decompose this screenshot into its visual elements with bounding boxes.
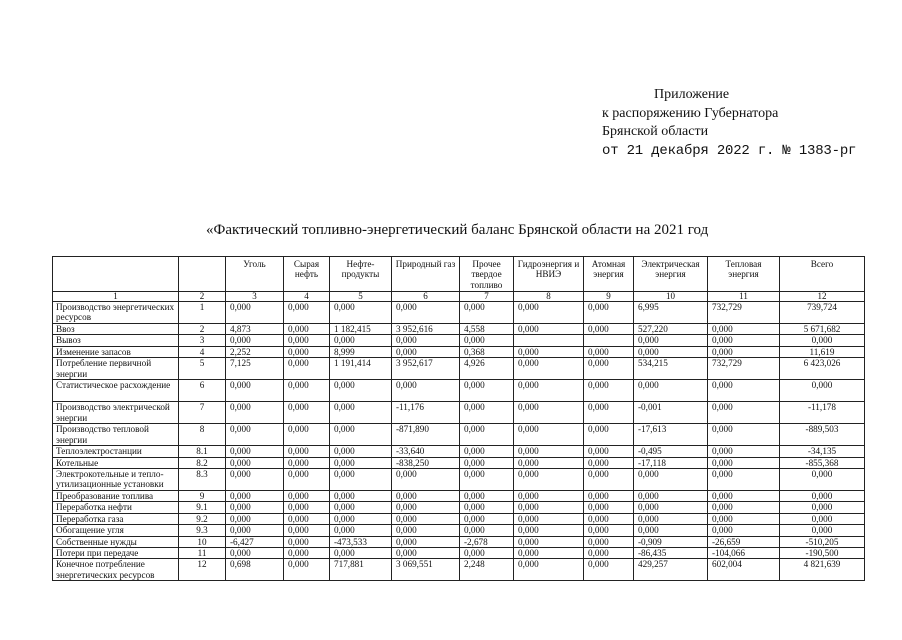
value-cell: 0,000 (514, 502, 584, 513)
value-cell: 3 952,617 (392, 358, 460, 380)
value-cell: 602,004 (708, 559, 780, 581)
table-row (53, 380, 865, 402)
value-cell: 0,000 (514, 491, 584, 502)
table-row (53, 525, 865, 536)
appendix-block (602, 86, 856, 160)
value-cell (584, 335, 634, 346)
row-label: Собственные нужды (53, 536, 179, 547)
column-header: Атомная энергия (584, 257, 634, 292)
value-cell: -0,495 (634, 446, 708, 457)
value-cell: 0,000 (708, 402, 780, 424)
column-number: 11 (708, 292, 780, 302)
column-header (179, 257, 226, 292)
value-cell: 0,000 (460, 302, 514, 324)
value-cell: 0,000 (514, 513, 584, 524)
value-cell: 0,000 (514, 346, 584, 357)
table-row (53, 502, 865, 513)
value-cell: 0,000 (514, 457, 584, 468)
value-cell: 0,000 (634, 525, 708, 536)
value-cell: 0,000 (226, 502, 284, 513)
row-label: Конечное потребление энергетических ресурсов (53, 559, 179, 581)
row-code: 3 (179, 335, 226, 346)
value-cell: 0,000 (780, 469, 865, 491)
row-code: 12 (179, 559, 226, 581)
value-cell: 0,000 (284, 446, 330, 457)
value-cell: -2,678 (460, 536, 514, 547)
value-cell: -0,001 (634, 402, 708, 424)
table-row (53, 559, 865, 581)
row-label: Статистическое расхождение (53, 380, 179, 402)
table-row (53, 346, 865, 357)
table-row (53, 335, 865, 346)
value-cell: 0,000 (514, 402, 584, 424)
value-cell: 0,000 (284, 491, 330, 502)
column-header: Тепловая энергия (708, 257, 780, 292)
column-header: Уголь (226, 257, 284, 292)
column-header: Прочее твердое топливо (460, 257, 514, 292)
value-cell: 0,000 (460, 335, 514, 346)
value-cell: 0,000 (514, 358, 584, 380)
table-row (53, 424, 865, 446)
value-cell: -838,250 (392, 457, 460, 468)
value-cell: 0,000 (514, 424, 584, 446)
value-cell: 0,000 (284, 513, 330, 524)
value-cell: 4,926 (460, 358, 514, 380)
value-cell: 0,000 (708, 346, 780, 357)
value-cell: 0,000 (284, 302, 330, 324)
value-cell: 0,000 (330, 513, 392, 524)
value-cell: 0,000 (284, 380, 330, 402)
value-cell: 0,000 (330, 380, 392, 402)
value-cell: 0,000 (514, 525, 584, 536)
value-cell: -510,205 (780, 536, 865, 547)
row-label: Теплоэлектростанции (53, 446, 179, 457)
row-label: Вывоз (53, 335, 179, 346)
table-row (53, 469, 865, 491)
value-cell: 0,000 (780, 335, 865, 346)
value-cell: 0,000 (226, 525, 284, 536)
value-cell: 0,000 (780, 513, 865, 524)
value-cell: 0,000 (284, 502, 330, 513)
value-cell: 0,000 (514, 559, 584, 581)
row-label: Потери при передаче (53, 548, 179, 559)
row-label: Котельные (53, 457, 179, 468)
value-cell: 7,125 (226, 358, 284, 380)
value-cell: 0,000 (708, 502, 780, 513)
value-cell: 0,000 (460, 491, 514, 502)
row-code: 9.1 (179, 502, 226, 513)
value-cell: 0,000 (226, 446, 284, 457)
value-cell: 0,000 (708, 469, 780, 491)
row-code: 2 (179, 324, 226, 335)
value-cell: 3 069,551 (392, 559, 460, 581)
row-label: Электрокотельные и тепло-утилизационные установки (53, 469, 179, 491)
value-cell: 429,257 (634, 559, 708, 581)
row-label: Переработка газа (53, 513, 179, 524)
column-number: 10 (634, 292, 708, 302)
table-row (53, 548, 865, 559)
column-number: 3 (226, 292, 284, 302)
column-header: Всего (780, 257, 865, 292)
value-cell: 0,000 (584, 324, 634, 335)
value-cell: 0,000 (330, 525, 392, 536)
value-cell: 0,000 (226, 491, 284, 502)
column-header: Гидроэнергия и НВИЭ (514, 257, 584, 292)
value-cell: 0,000 (460, 548, 514, 559)
value-cell: 0,000 (226, 469, 284, 491)
row-label: Обогащение угля (53, 525, 179, 536)
table-header-row (53, 257, 865, 292)
value-cell: 0,000 (392, 346, 460, 357)
value-cell: 717,881 (330, 559, 392, 581)
value-cell: 0,000 (330, 424, 392, 446)
value-cell: 8,999 (330, 346, 392, 357)
row-code: 9 (179, 491, 226, 502)
value-cell: 0,000 (708, 335, 780, 346)
value-cell: 0,000 (284, 559, 330, 581)
value-cell: 0,000 (330, 335, 392, 346)
value-cell: -473,533 (330, 536, 392, 547)
value-cell: 0,000 (708, 446, 780, 457)
table-row (53, 491, 865, 502)
value-cell: 0,000 (708, 525, 780, 536)
value-cell: 732,729 (708, 302, 780, 324)
value-cell: 0,000 (584, 424, 634, 446)
value-cell: 0,000 (584, 402, 634, 424)
column-header: Сырая нефть (284, 257, 330, 292)
value-cell: -17,118 (634, 457, 708, 468)
value-cell: 0,000 (392, 491, 460, 502)
value-cell: 0,000 (330, 457, 392, 468)
value-cell: 0,000 (226, 548, 284, 559)
value-cell: 0,000 (460, 502, 514, 513)
value-cell: -855,368 (780, 457, 865, 468)
value-cell: 0,000 (514, 536, 584, 547)
value-cell: 0,000 (460, 424, 514, 446)
row-code: 9.3 (179, 525, 226, 536)
appendix-line-date: от 21 декабря 2022 г. № 1383-рг (602, 142, 857, 159)
table-row (53, 302, 865, 324)
row-code: 4 (179, 346, 226, 357)
column-number: 9 (584, 292, 634, 302)
value-cell: 0,000 (226, 302, 284, 324)
value-cell: 0,000 (514, 324, 584, 335)
value-cell: 0,000 (584, 513, 634, 524)
value-cell: 1 182,415 (330, 324, 392, 335)
value-cell: 0,000 (514, 302, 584, 324)
value-cell: -11,178 (780, 402, 865, 424)
value-cell: 0,000 (330, 302, 392, 324)
value-cell: 0,000 (634, 513, 708, 524)
value-cell: 0,000 (284, 457, 330, 468)
row-label: Ввоз (53, 324, 179, 335)
value-cell: 0,000 (284, 536, 330, 547)
value-cell: 0,000 (330, 446, 392, 457)
table-row (53, 324, 865, 335)
value-cell: 0,000 (584, 469, 634, 491)
value-cell: 0,000 (226, 380, 284, 402)
value-cell: 0,000 (780, 491, 865, 502)
value-cell: 6,995 (634, 302, 708, 324)
value-cell: 0,000 (226, 424, 284, 446)
value-cell: 0,000 (634, 346, 708, 357)
table-row (53, 402, 865, 424)
value-cell: -871,890 (392, 424, 460, 446)
row-code: 8.3 (179, 469, 226, 491)
value-cell: 0,000 (584, 548, 634, 559)
value-cell: 0,000 (514, 380, 584, 402)
row-label: Производство электрической энергии (53, 402, 179, 424)
value-cell: 0,000 (780, 380, 865, 402)
value-cell: 0,000 (330, 491, 392, 502)
value-cell: 6 423,026 (780, 358, 865, 380)
value-cell: 0,000 (780, 502, 865, 513)
value-cell: 0,000 (284, 469, 330, 491)
value-cell: 0,000 (392, 513, 460, 524)
value-cell: 2,252 (226, 346, 284, 357)
value-cell: -6,427 (226, 536, 284, 547)
value-cell: 4,873 (226, 324, 284, 335)
value-cell: 0,000 (392, 548, 460, 559)
document-title: «Фактический топливно-энергетический баланс Брянской области на 2021 год (206, 222, 709, 238)
value-cell: 527,220 (634, 324, 708, 335)
value-cell: 0,000 (392, 335, 460, 346)
value-cell: 0,000 (514, 446, 584, 457)
table-column-numbers-row (53, 292, 865, 302)
value-cell: 0,000 (226, 457, 284, 468)
column-number: 2 (179, 292, 226, 302)
row-code: 8.1 (179, 446, 226, 457)
value-cell: 0,000 (584, 302, 634, 324)
row-code: 11 (179, 548, 226, 559)
value-cell: 0,000 (284, 324, 330, 335)
column-header: Природный газ (392, 257, 460, 292)
value-cell: 0,000 (460, 457, 514, 468)
energy-balance-table (52, 256, 865, 581)
value-cell: 0,000 (634, 502, 708, 513)
value-cell: 0,000 (226, 513, 284, 524)
row-label: Производство энергетических ресурсов (53, 302, 179, 324)
value-cell: 0,000 (780, 525, 865, 536)
value-cell: 0,000 (514, 469, 584, 491)
column-number: 1 (53, 292, 179, 302)
value-cell: -889,503 (780, 424, 865, 446)
appendix-line-order: к распоряжению Губернатора (602, 105, 779, 121)
value-cell: 0,000 (392, 502, 460, 513)
value-cell: -190,500 (780, 548, 865, 559)
row-label: Потребление первичной энергии (53, 358, 179, 380)
value-cell: 4 821,639 (780, 559, 865, 581)
value-cell: 0,000 (226, 335, 284, 346)
column-number: 6 (392, 292, 460, 302)
value-cell: 0,000 (584, 502, 634, 513)
value-cell: -17,613 (634, 424, 708, 446)
row-code: 8.2 (179, 457, 226, 468)
value-cell: 0,000 (330, 548, 392, 559)
row-code: 6 (179, 380, 226, 402)
value-cell: 0,000 (284, 358, 330, 380)
value-cell: 0,000 (634, 335, 708, 346)
column-header: Электрическая энергия (634, 257, 708, 292)
value-cell: -11,176 (392, 402, 460, 424)
row-code: 7 (179, 402, 226, 424)
value-cell: 0,000 (708, 424, 780, 446)
row-label: Переработка нефти (53, 502, 179, 513)
value-cell: 0,000 (584, 559, 634, 581)
value-cell: 2,248 (460, 559, 514, 581)
table-row (53, 513, 865, 524)
value-cell: 0,000 (392, 536, 460, 547)
value-cell: 0,000 (634, 380, 708, 402)
value-cell: 0,000 (584, 380, 634, 402)
row-code: 5 (179, 358, 226, 380)
value-cell: -104,066 (708, 548, 780, 559)
column-header: Нефте-продукты (330, 257, 392, 292)
value-cell: 0,000 (284, 346, 330, 357)
value-cell: 0,000 (284, 402, 330, 424)
value-cell: 0,000 (708, 513, 780, 524)
value-cell: 4,558 (460, 324, 514, 335)
value-cell: 0,000 (330, 502, 392, 513)
value-cell: 0,000 (584, 446, 634, 457)
value-cell: 0,698 (226, 559, 284, 581)
value-cell: 0,000 (634, 469, 708, 491)
value-cell: 0,000 (584, 536, 634, 547)
value-cell: 0,000 (460, 525, 514, 536)
value-cell: -33,640 (392, 446, 460, 457)
value-cell: 0,000 (584, 457, 634, 468)
value-cell: 0,000 (460, 513, 514, 524)
row-code: 9.2 (179, 513, 226, 524)
column-number: 5 (330, 292, 392, 302)
row-code: 1 (179, 302, 226, 324)
value-cell: 0,000 (284, 525, 330, 536)
value-cell: 534,215 (634, 358, 708, 380)
value-cell: 0,368 (460, 346, 514, 357)
value-cell: 0,000 (284, 424, 330, 446)
value-cell: 0,000 (708, 491, 780, 502)
value-cell: 0,000 (708, 324, 780, 335)
value-cell: 3 952,616 (392, 324, 460, 335)
value-cell: 0,000 (330, 469, 392, 491)
row-label: Производство тепловой энергии (53, 424, 179, 446)
column-number: 7 (460, 292, 514, 302)
value-cell: 0,000 (514, 548, 584, 559)
table-row (53, 457, 865, 468)
value-cell: -26,659 (708, 536, 780, 547)
appendix-line-region: Брянской области (602, 124, 709, 139)
value-cell: 739,724 (780, 302, 865, 324)
value-cell: 0,000 (460, 446, 514, 457)
value-cell: 0,000 (584, 525, 634, 536)
column-header (53, 257, 179, 292)
value-cell: 0,000 (634, 491, 708, 502)
value-cell: 0,000 (460, 402, 514, 424)
value-cell: 11,619 (780, 346, 865, 357)
value-cell: 1 191,414 (330, 358, 392, 380)
value-cell: -86,435 (634, 548, 708, 559)
value-cell: 0,000 (584, 358, 634, 380)
row-label: Преобразование топлива (53, 491, 179, 502)
value-cell: 0,000 (460, 380, 514, 402)
value-cell: 0,000 (330, 402, 392, 424)
row-label: Изменение запасов (53, 346, 179, 357)
column-number: 4 (284, 292, 330, 302)
appendix-title: Приложение (654, 87, 730, 102)
column-number: 8 (514, 292, 584, 302)
value-cell: 0,000 (392, 380, 460, 402)
value-cell: 5 671,682 (780, 324, 865, 335)
value-cell: 0,000 (708, 380, 780, 402)
value-cell: 0,000 (284, 335, 330, 346)
row-code: 10 (179, 536, 226, 547)
value-cell: -34,135 (780, 446, 865, 457)
value-cell: -0,909 (634, 536, 708, 547)
value-cell: 0,000 (392, 525, 460, 536)
value-cell: 0,000 (584, 346, 634, 357)
value-cell: 0,000 (284, 548, 330, 559)
table-row (53, 446, 865, 457)
value-cell (514, 335, 584, 346)
value-cell: 0,000 (226, 402, 284, 424)
row-code: 8 (179, 424, 226, 446)
value-cell: 0,000 (460, 469, 514, 491)
value-cell: 0,000 (584, 491, 634, 502)
table-row (53, 536, 865, 547)
value-cell: 0,000 (392, 469, 460, 491)
column-number: 12 (780, 292, 865, 302)
value-cell: 0,000 (392, 302, 460, 324)
table-row (53, 358, 865, 380)
value-cell: 0,000 (708, 457, 780, 468)
value-cell: 732,729 (708, 358, 780, 380)
